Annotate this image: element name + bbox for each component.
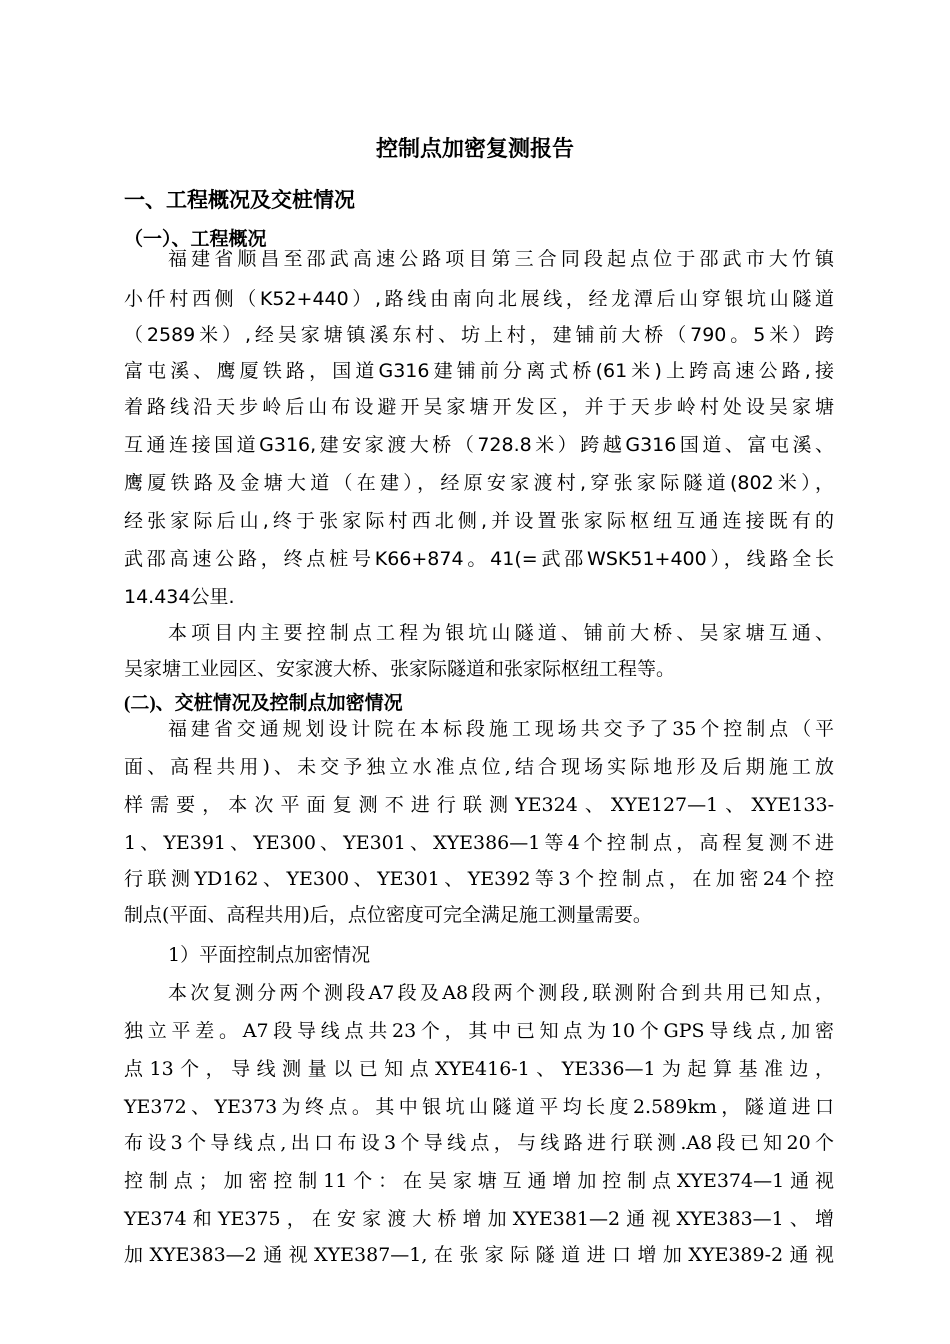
paragraph-line: 本项目内主要控制点工程为银坑山隧道、铺前大桥、吴家塘互通、 <box>168 622 834 644</box>
subsection-heading-1: （一）、工程概况 <box>124 228 267 250</box>
paragraph-line: 福建省顺昌至邵武高速公路项目第三合同段起点位于邵武市大竹镇 <box>168 248 834 270</box>
paragraph-line: 武邵高速公路，终点桩号K66+874。41(=武邵WSK51+400），线路全长 <box>124 548 834 570</box>
paragraph-line: 着路线沿天步岭后山布设避开吴家塘开发区，并于天步岭村处设吴家塘 <box>124 396 834 418</box>
paragraph-line: 制点(平面、高程共用)后，点位密度可完全满足施工测量需要。 <box>124 904 652 926</box>
paragraph-line: 福建省交通规划设计院在本标段施工现场共交予了35个控制点（平 <box>168 718 834 740</box>
section-heading-1: 一、工程概况及交桩情况 <box>124 187 355 212</box>
paragraph-line: 小仟村西侧（K52+440）,路线由南向北展线，经龙潭后山穿银坑山隧道 <box>124 288 834 310</box>
paragraph-line: 富屯溪、鹰厦铁路，国道G316建铺前分离式桥(61米)上跨高速公路,接 <box>124 360 834 382</box>
page-title: 控制点加密复测报告 <box>375 136 574 162</box>
paragraph-line: 1、YE391、YE300、YE301、XYE386—1等4个控制点，高程复测不进 <box>124 832 834 854</box>
paragraph-line: 互通连接国道G316,建安家渡大桥（728.8米）跨越G316国道、富屯溪、 <box>124 434 834 456</box>
paragraph-line: 14.434公里. <box>124 586 235 608</box>
paragraph-line: 本次复测分两个测段A7段及A8段两个测段,联测附合到共用已知点， <box>168 982 834 1004</box>
paragraph-line: YE374和YE375，在安家渡大桥增加XYE381—2通视XYE383—1、增 <box>124 1208 834 1230</box>
paragraph-line: 经张家际后山,终于张家际村西北侧,并设置张家际枢纽互通连接既有的 <box>124 510 834 532</box>
paragraph-line: 控制点；加密控制11个：在吴家塘互通增加控制点XYE374—1通视 <box>124 1170 834 1192</box>
paragraph-line: 独立平差。A7段导线点共23个，其中已知点为10个GPS导线点,加密 <box>124 1020 834 1042</box>
subsection-heading-2: (二)、交桩情况及控制点加密情况 <box>124 693 403 714</box>
paragraph-line: YE372、YE373为终点。其中银坑山隧道平均长度2.589km，隧道进口 <box>124 1096 834 1118</box>
paragraph-line: 布设3个导线点,出口布设3个导线点，与线路进行联测.A8段已知20个 <box>124 1132 834 1154</box>
paragraph-line: 鹰厦铁路及金塘大道（在建），经原安家渡村,穿张家际隧道(802米）， <box>124 472 834 494</box>
paragraph-line: 样需要，本次平面复测不进行联测YE324、XYE127—1、XYE133- <box>124 794 834 816</box>
paragraph-line: 1）平面控制点加密情况 <box>168 944 371 966</box>
paragraph-line: 加XYE383—2通视XYE387—1,在张家际隧道进口增加XYE389-2通视 <box>124 1244 834 1266</box>
paragraph-line: 点13个，导线测量以已知点XYE416-1、YE336—1为起算基准边， <box>124 1058 834 1080</box>
paragraph-line: 面、高程共用)、未交予独立水准点位,结合现场实际地形及后期施工放 <box>124 756 834 778</box>
paragraph-line: （2589米）,经吴家塘镇溪东村、坊上村，建铺前大桥（790。5米）跨 <box>124 324 834 346</box>
paragraph-line: 吴家塘工业园区、安家渡大桥、张家际隧道和张家际枢纽工程等。 <box>124 658 676 680</box>
paragraph-line: 行联测YD162、YE300、YE301、YE392等3个控制点，在加密24个控 <box>124 868 834 890</box>
